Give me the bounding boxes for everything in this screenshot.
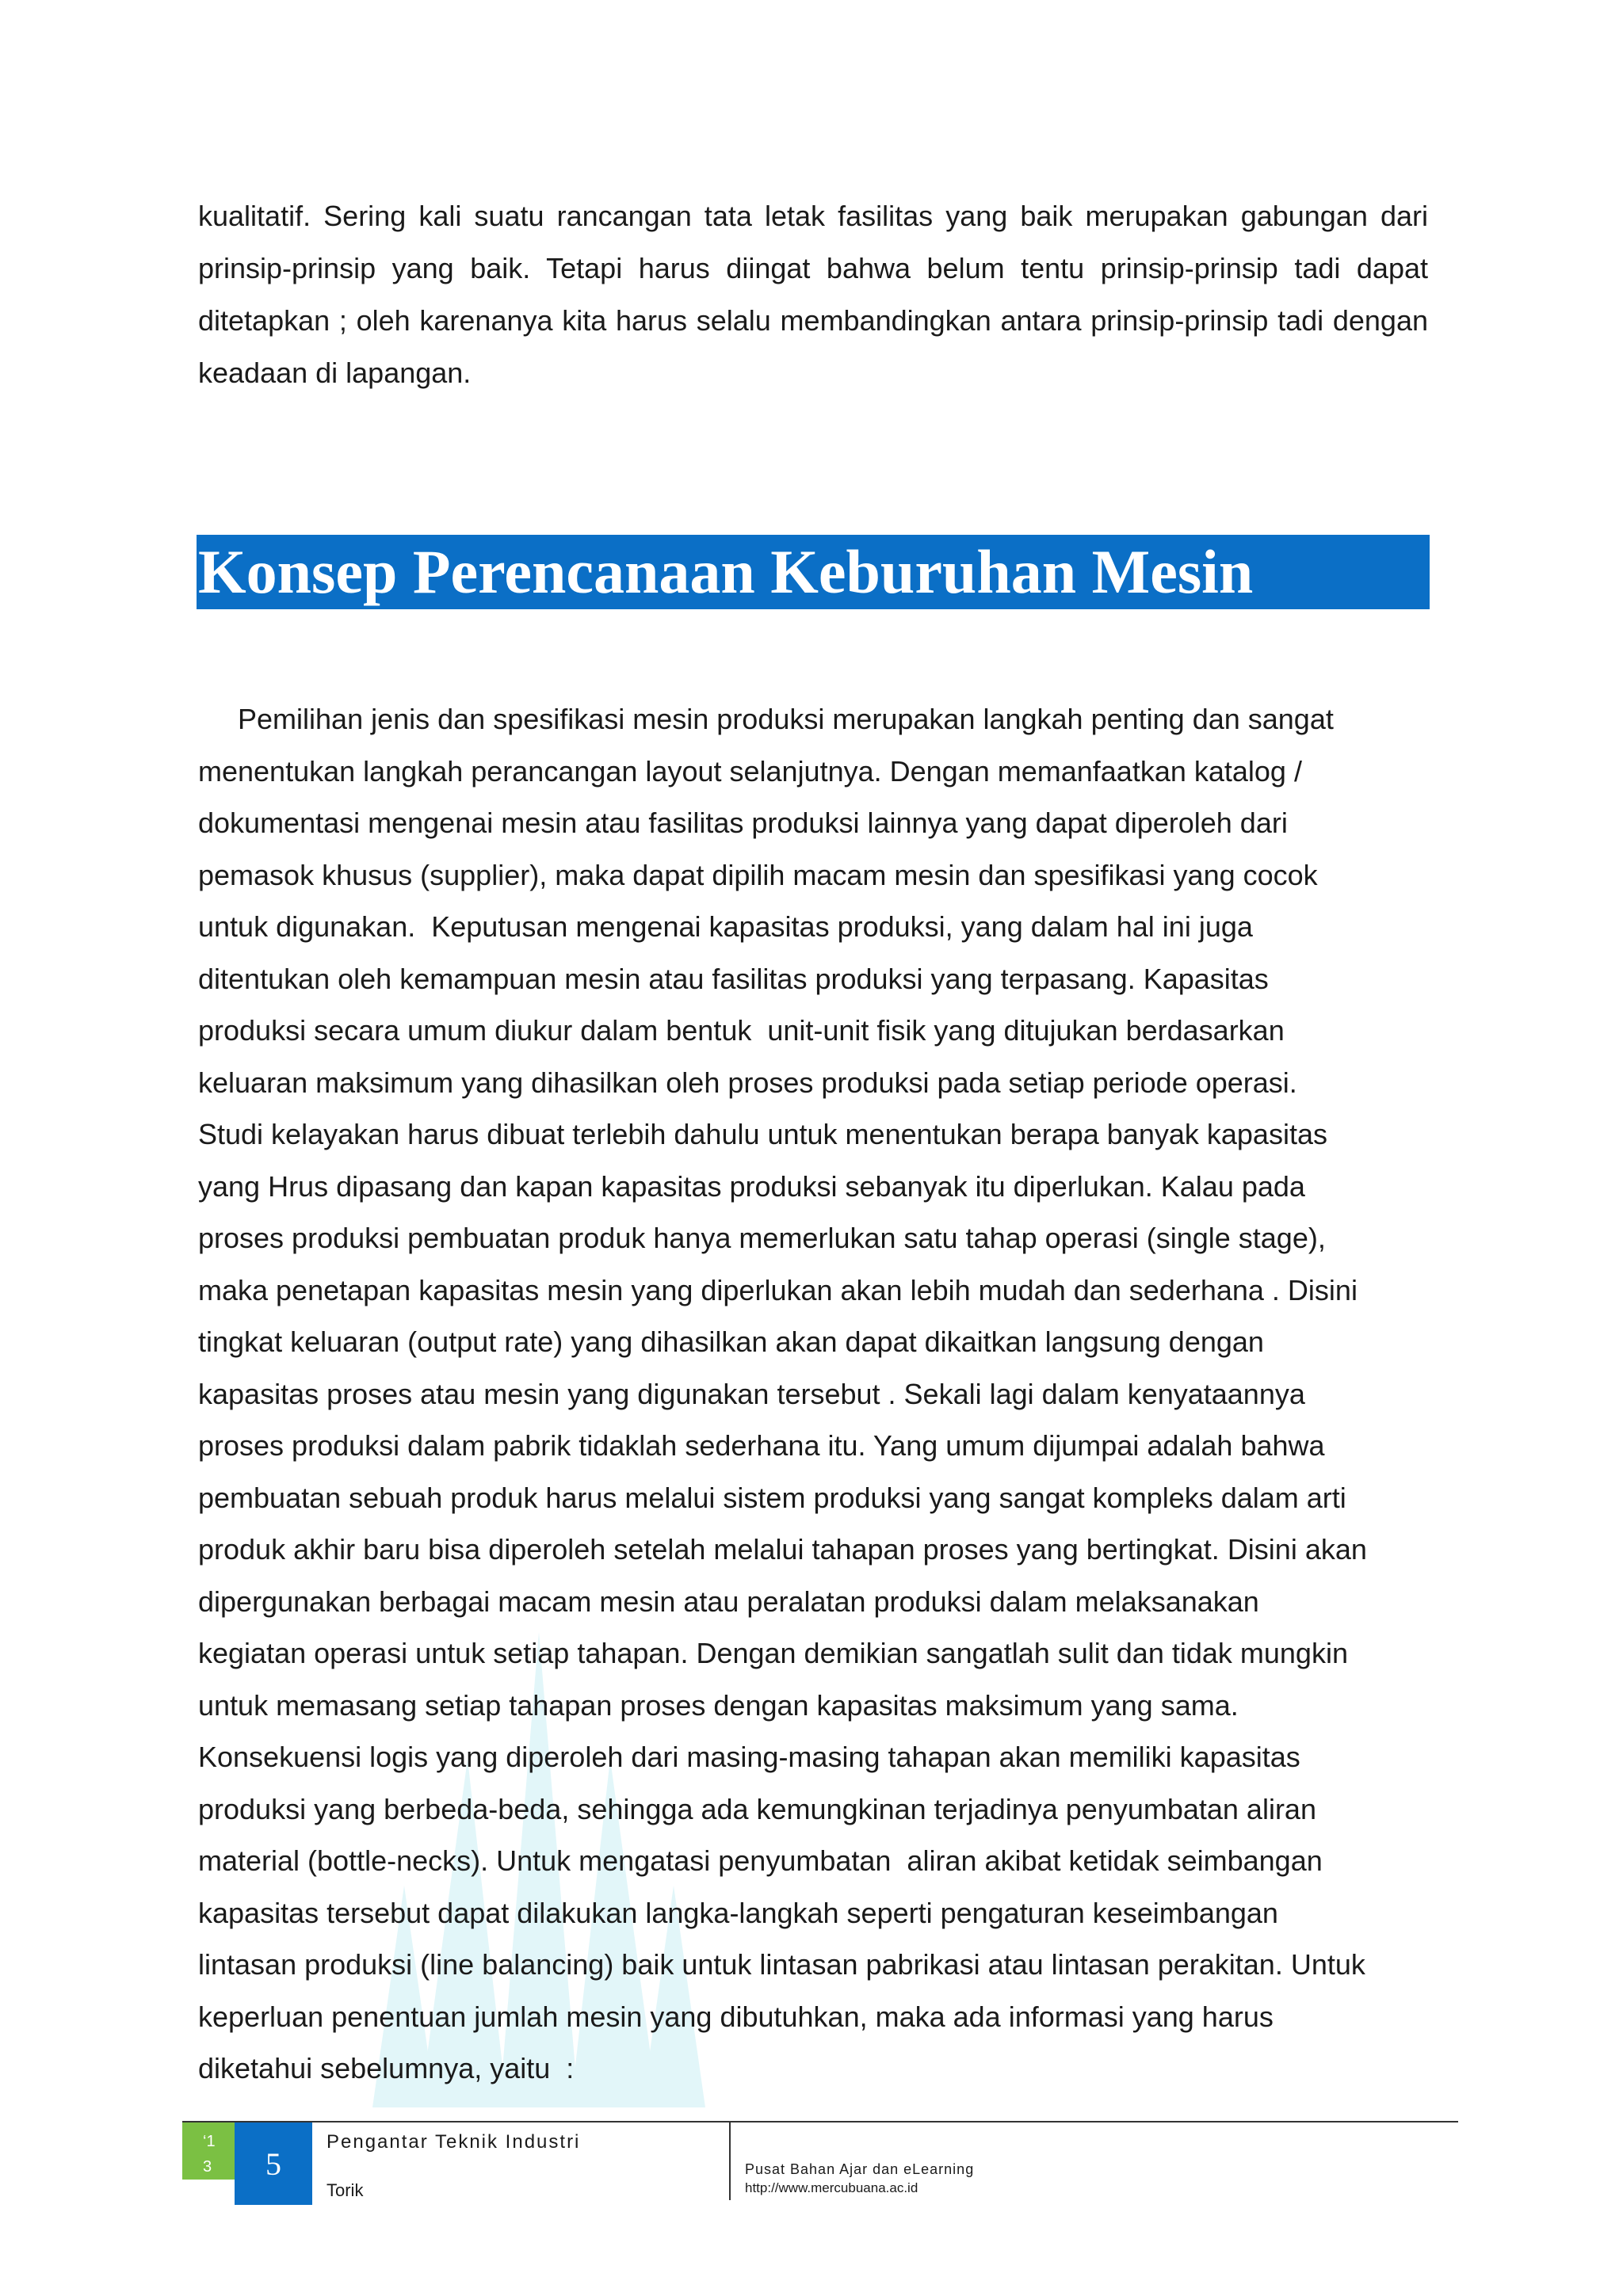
body-line: produk akhir baru bisa diperoleh setelah melalui tahapan proses yang bertingkat. Disini akan bbox=[198, 1533, 1367, 1566]
year-badge-line2: 3 bbox=[203, 2158, 212, 2176]
course-title: Pengantar Teknik Industri bbox=[327, 2131, 581, 2153]
body-line: untuk memasang setiap tahapan proses dengan kapasitas maksimum yang sama. bbox=[198, 1688, 1239, 1722]
body-line: tingkat keluaran (output rate) yang dihasilkan akan dapat dikaitkan langsung dengan bbox=[198, 1325, 1264, 1358]
body-line: yang Hrus dipasang dan kapan kapasitas produksi sebanyak itu diperlukan. Kalau pada bbox=[198, 1169, 1305, 1203]
body-line: untuk digunakan. Keputusan mengenai kapasitas produksi, yang dalam hal ini juga bbox=[198, 910, 1253, 943]
body-paragraph bbox=[198, 693, 1428, 2095]
body-line: material (bottle-necks). Untuk mengatasi penyumbatan aliran akibat ketidak seimbangan bbox=[198, 1844, 1323, 1877]
body-line: kegiatan operasi untuk setiap tahapan. Dengan demikian sangatlah sulit dan tidak mungkin bbox=[198, 1637, 1348, 1669]
footer-rule bbox=[182, 2121, 1458, 2122]
author-name: Torik bbox=[327, 2180, 364, 2200]
body-line: lintasan produksi (line balancing) baik untuk lintasan pabrikasi atau lintasan perakitan. Untuk bbox=[198, 1948, 1365, 1981]
body-line: kapasitas tersebut dapat dilakukan langka-langkah seperti pengaturan keseimbangan bbox=[198, 1896, 1278, 1929]
body-line: pemasok khusus (supplier), maka dapat dipilih macam mesin dan spesifikasi yang cocok bbox=[198, 858, 1318, 891]
body-line: proses produksi dalam pabrik tidaklah sederhana itu. Yang umum dijumpai adalah bahwa bbox=[198, 1429, 1325, 1462]
institution-url: http://www.mercubuana.ac.id bbox=[745, 2180, 918, 2195]
body-line: ditentukan oleh kemampuan mesin atau fasilitas produksi yang terpasang. Kapasitas bbox=[198, 962, 1269, 995]
body-line: produksi yang berbeda-beda, sehingga ada kemungkinan terjadinya penyumbatan aliran bbox=[198, 1792, 1316, 1825]
body-line: keluaran maksimum yang dihasilkan oleh proses produksi pada setiap periode operasi. bbox=[198, 1066, 1297, 1099]
footer-divider bbox=[729, 2121, 731, 2200]
body-line: proses produksi pembuatan produk hanya memerlukan satu tahap operasi (single stage), bbox=[198, 1222, 1326, 1254]
body-line: kapasitas proses atau mesin yang digunakan tersebut . Sekali lagi dalam kenyataannya bbox=[198, 1377, 1305, 1410]
intro-paragraph: kualitatif. Sering kali suatu rancangan tata letak fasilitas yang baik merupakan gabungan dari prinsip-prinsip yang baik. Tetapi harus diingat bahwa belum tentu prinsip-prinsip tadi dapat ditetapkan ; oleh karenanya kita harus selalu membandingkan antara prinsip-prinsip tadi dengan keadaan di lapangan. bbox=[198, 200, 1428, 389]
body-line: maka penetapan kapasitas mesin yang diperlukan akan lebih mudah dan sederhana . Disini bbox=[198, 1273, 1358, 1306]
body-line: Konsekuensi logis yang diperoleh dari masing-masing tahapan akan memiliki kapasitas bbox=[198, 1741, 1300, 1773]
body-line: menentukan langkah perancangan layout selanjutnya. Dengan memanfaatkan katalog / bbox=[198, 754, 1302, 788]
section-heading: Konsep Perencanaan Keburuhan Mesin bbox=[198, 537, 1254, 606]
body-line: produksi secara umum diukur dalam bentuk unit-unit fisik yang ditujukan berdasarkan bbox=[198, 1014, 1285, 1047]
page-number: 5 bbox=[235, 2122, 312, 2205]
body-line: Pemilihan jenis dan spesifikasi mesin produksi merupakan langkah penting dan sangat bbox=[198, 703, 1334, 735]
body-line: Studi kelayakan harus dibuat terlebih dahulu untuk menentukan berapa banyak kapasitas bbox=[198, 1118, 1327, 1150]
body-line: keperluan penentuan jumlah mesin yang dibutuhkan, maka ada informasi yang harus bbox=[198, 2000, 1274, 2033]
body-line: dipergunakan berbagai macam mesin atau peralatan produksi dalam melaksanakan bbox=[198, 1585, 1259, 1618]
year-badge bbox=[182, 2122, 235, 2180]
body-line: dokumentasi mengenai mesin atau fasilitas produksi lainnya yang dapat diperoleh dari bbox=[198, 807, 1288, 839]
year-badge-line1: ‘1 bbox=[203, 2133, 216, 2150]
body-line: pembuatan sebuah produk harus melalui sistem produksi yang sangat kompleks dalam arti bbox=[198, 1481, 1346, 1514]
body-line: diketahui sebelumnya, yaitu : bbox=[198, 2052, 575, 2084]
institution-name: Pusat Bahan Ajar dan eLearning bbox=[745, 2161, 975, 2177]
